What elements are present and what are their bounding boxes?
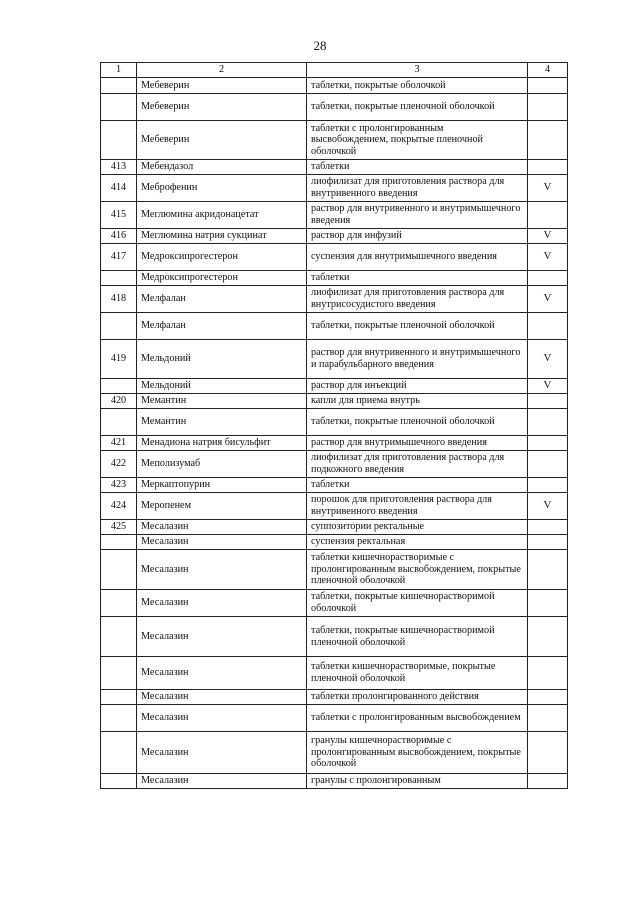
mark-cell (528, 520, 568, 535)
table-row (101, 229, 568, 244)
row-number (101, 409, 137, 436)
mark-cell (528, 732, 568, 774)
row-number: 424 (101, 493, 137, 520)
table-row (101, 286, 568, 313)
row-number: 419 (101, 340, 137, 379)
row-number (101, 590, 137, 617)
mark-cell (528, 436, 568, 451)
dosage-form: раствор для внутривенного и внутримышечного введения (307, 202, 528, 229)
row-number: 414 (101, 175, 137, 202)
table-row (101, 705, 568, 732)
table-row (101, 313, 568, 340)
mark-cell (528, 160, 568, 175)
drug-name: Мелфалан (137, 313, 307, 340)
drug-name: Мебеверин (137, 78, 307, 94)
table-row (101, 657, 568, 690)
mark-cell: V (528, 244, 568, 271)
dosage-form: таблетки (307, 478, 528, 493)
mark-cell: V (528, 175, 568, 202)
table-header-row (101, 63, 568, 78)
drug-name: Меркаптопурин (137, 478, 307, 493)
page-number: 28 (313, 38, 327, 53)
dosage-form: таблетки (307, 271, 528, 286)
drug-name: Месалазин (137, 690, 307, 705)
table-row (101, 774, 568, 789)
mark-cell (528, 394, 568, 409)
drug-name: Меглюмина натрия сукцинат (137, 229, 307, 244)
dosage-form: таблетки с пролонгированным высвобождением, покрытые пленочной оболочкой (307, 121, 528, 160)
mark-cell: V (528, 229, 568, 244)
mark-cell (528, 617, 568, 657)
table-row (101, 617, 568, 657)
mark-cell (528, 121, 568, 160)
dosage-form: таблетки с пролонгированным высвобождением (307, 705, 528, 732)
table-row (101, 690, 568, 705)
table-row (101, 535, 568, 550)
mark-cell (528, 535, 568, 550)
table-row (101, 271, 568, 286)
drug-table-body (101, 63, 568, 789)
table-row (101, 394, 568, 409)
row-number (101, 535, 137, 550)
table-row (101, 478, 568, 493)
row-number (101, 121, 137, 160)
dosage-form: порошок для приготовления раствора для внутривенного введения (307, 493, 528, 520)
row-number (101, 705, 137, 732)
drug-name: Месалазин (137, 520, 307, 535)
dosage-form: таблетки кишечнорастворимые с пролонгированным высвобождением, покрытые пленочной оболочкой (307, 550, 528, 590)
dosage-form: таблетки кишечнорастворимые, покрытые пленочной оболочкой (307, 657, 528, 690)
mark-cell (528, 451, 568, 478)
dosage-form: таблетки, покрытые кишечнорастворимой пленочной оболочкой (307, 617, 528, 657)
mark-cell (528, 657, 568, 690)
drug-name: Мельдоний (137, 379, 307, 394)
table-row (101, 244, 568, 271)
dosage-form: раствор для инфузий (307, 229, 528, 244)
dosage-form: таблетки, покрытые пленочной оболочкой (307, 313, 528, 340)
table-row (101, 590, 568, 617)
row-number: 421 (101, 436, 137, 451)
drug-name: Мемантин (137, 409, 307, 436)
drug-name: Месалазин (137, 657, 307, 690)
row-number (101, 379, 137, 394)
mark-cell (528, 774, 568, 789)
drug-name: Медроксипрогестерон (137, 271, 307, 286)
table-row (101, 202, 568, 229)
drug-name: Месалазин (137, 617, 307, 657)
mark-cell (528, 705, 568, 732)
row-number (101, 271, 137, 286)
mark-cell (528, 313, 568, 340)
drug-name: Мебеверин (137, 121, 307, 160)
row-number: 425 (101, 520, 137, 535)
dosage-form: гранулы кишечнорастворимые с пролонгированным высвобождением, покрытые оболочкой (307, 732, 528, 774)
drug-name: Мебеверин (137, 94, 307, 121)
dosage-form: таблетки, покрытые оболочкой (307, 78, 528, 94)
dosage-form: таблетки, покрытые кишечнорастворимой оболочкой (307, 590, 528, 617)
mark-cell (528, 590, 568, 617)
drug-name: Месалазин (137, 550, 307, 590)
row-number (101, 78, 137, 94)
dosage-form: лиофилизат для приготовления раствора для подкожного введения (307, 451, 528, 478)
row-number: 417 (101, 244, 137, 271)
drug-name: Мебендазол (137, 160, 307, 175)
mark-cell (528, 202, 568, 229)
mark-cell (528, 271, 568, 286)
drug-name: Мелфалан (137, 286, 307, 313)
row-number: 418 (101, 286, 137, 313)
table-row (101, 436, 568, 451)
mark-cell (528, 690, 568, 705)
table-row (101, 94, 568, 121)
header-col-4: 4 (528, 63, 568, 78)
table-row (101, 451, 568, 478)
drug-name: Месалазин (137, 774, 307, 789)
dosage-form: раствор для внутримышечного введения (307, 436, 528, 451)
row-number (101, 657, 137, 690)
table-row (101, 340, 568, 379)
table-row (101, 121, 568, 160)
row-number (101, 690, 137, 705)
row-number (101, 313, 137, 340)
table-row (101, 78, 568, 94)
mark-cell: V (528, 379, 568, 394)
dosage-form: суспензия ректальная (307, 535, 528, 550)
table-row (101, 493, 568, 520)
dosage-form: раствор для внутривенного и внутримышечного и парабульбарного введения (307, 340, 528, 379)
dosage-form: лиофилизат для приготовления раствора для внутривенного введения (307, 175, 528, 202)
table-row (101, 550, 568, 590)
dosage-form: капли для приема внутрь (307, 394, 528, 409)
dosage-form: таблетки (307, 160, 528, 175)
table-row (101, 520, 568, 535)
drug-name: Меброфенин (137, 175, 307, 202)
drug-name: Мемантин (137, 394, 307, 409)
dosage-form: таблетки, покрытые пленочной оболочкой (307, 409, 528, 436)
header-col-2: 2 (137, 63, 307, 78)
drug-table (100, 62, 568, 789)
table-row (101, 732, 568, 774)
dosage-form: таблетки пролонгированного действия (307, 690, 528, 705)
drug-name: Меропенем (137, 493, 307, 520)
header-col-3: 3 (307, 63, 528, 78)
mark-cell (528, 409, 568, 436)
table-row (101, 175, 568, 202)
mark-cell: V (528, 493, 568, 520)
row-number: 413 (101, 160, 137, 175)
drug-name: Меполизумаб (137, 451, 307, 478)
row-number: 420 (101, 394, 137, 409)
mark-cell (528, 94, 568, 121)
header-col-1: 1 (101, 63, 137, 78)
table-row (101, 379, 568, 394)
table-row (101, 160, 568, 175)
dosage-form: суспензия для внутримышечного введения (307, 244, 528, 271)
row-number: 422 (101, 451, 137, 478)
mark-cell: V (528, 340, 568, 379)
table-row (101, 409, 568, 436)
dosage-form: суппозитории ректальные (307, 520, 528, 535)
drug-name: Меглюмина акридонацетат (137, 202, 307, 229)
mark-cell (528, 78, 568, 94)
row-number: 416 (101, 229, 137, 244)
dosage-form: лиофилизат для приготовления раствора для внутрисосудистого введения (307, 286, 528, 313)
drug-name: Месалазин (137, 705, 307, 732)
row-number (101, 732, 137, 774)
row-number (101, 550, 137, 590)
dosage-form: таблетки, покрытые пленочной оболочкой (307, 94, 528, 121)
row-number: 415 (101, 202, 137, 229)
row-number (101, 617, 137, 657)
drug-name: Месалазин (137, 535, 307, 550)
dosage-form: гранулы с пролонгированным (307, 774, 528, 789)
mark-cell: V (528, 286, 568, 313)
drug-name: Менадиона натрия бисульфит (137, 436, 307, 451)
row-number: 423 (101, 478, 137, 493)
drug-name: Месалазин (137, 732, 307, 774)
row-number (101, 94, 137, 121)
drug-name: Месалазин (137, 590, 307, 617)
drug-name: Медроксипрогестерон (137, 244, 307, 271)
drug-name: Мельдоний (137, 340, 307, 379)
mark-cell (528, 478, 568, 493)
row-number (101, 774, 137, 789)
dosage-form: раствор для инъекций (307, 379, 528, 394)
mark-cell (528, 550, 568, 590)
